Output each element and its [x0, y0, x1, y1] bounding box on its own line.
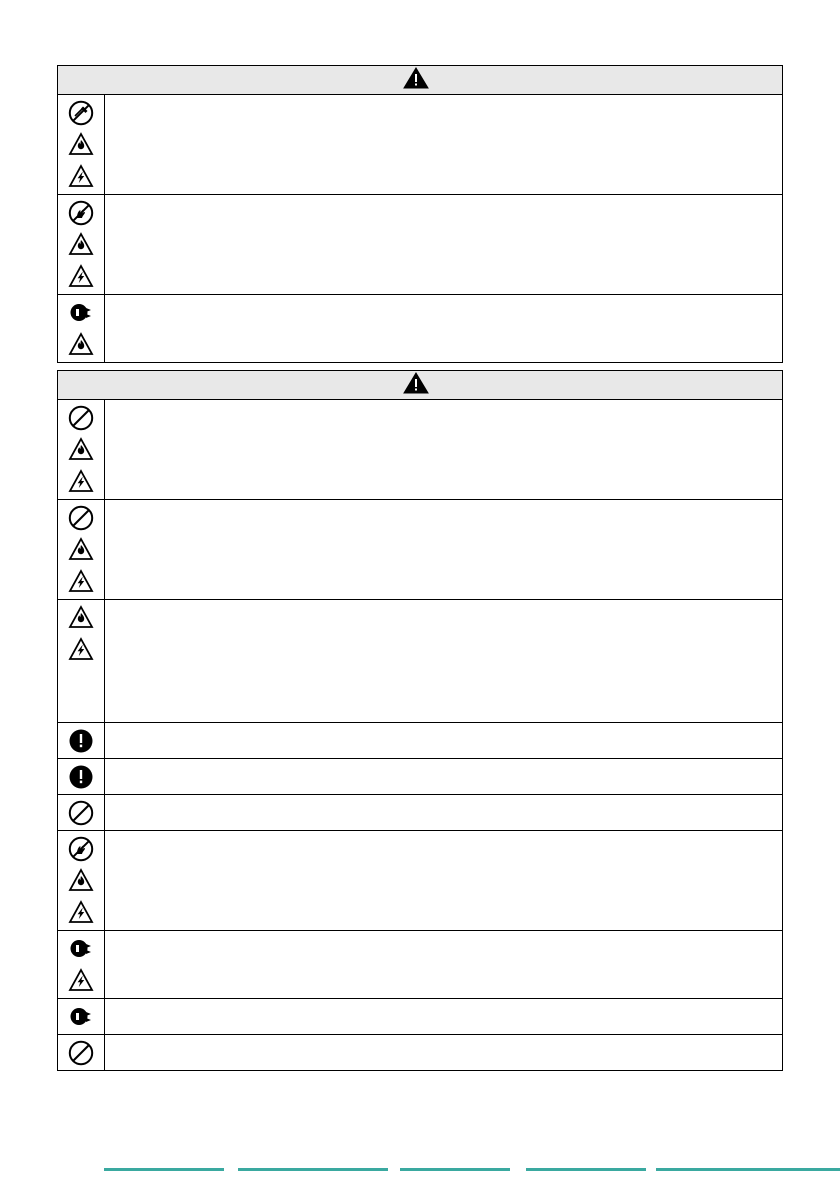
table-row	[58, 1035, 783, 1071]
row-text-cell	[105, 1035, 783, 1071]
row-text-cell	[105, 195, 783, 295]
footer-rule-segment	[104, 1168, 224, 1171]
table-row	[58, 500, 783, 600]
table-row	[58, 831, 783, 931]
row-text-cell	[105, 831, 783, 931]
row-text-cell	[105, 795, 783, 831]
row-icon-cell	[58, 1035, 105, 1071]
row-icon-cell	[58, 759, 105, 795]
table-row	[58, 195, 783, 295]
footer-rule-segment	[656, 1168, 840, 1171]
table-row	[58, 400, 783, 500]
table-row	[58, 95, 783, 195]
fire-hazard-warning-icon	[68, 605, 94, 631]
fire-hazard-warning-icon	[68, 437, 94, 463]
electric-shock-warning-icon	[68, 469, 94, 495]
table-row	[58, 759, 783, 795]
prohibition-icon	[68, 405, 94, 431]
mandatory-action-icon	[68, 764, 94, 790]
table-row	[58, 295, 783, 363]
row-text-cell	[105, 723, 783, 759]
table-row	[58, 999, 783, 1035]
table-row	[58, 795, 783, 831]
fire-hazard-warning-icon	[68, 232, 94, 258]
table-row	[58, 931, 783, 999]
no-wet-hands-icon	[68, 836, 94, 862]
row-text-cell	[105, 931, 783, 999]
row-text-cell	[105, 95, 783, 195]
fire-hazard-warning-icon	[68, 537, 94, 563]
electric-shock-warning-icon	[68, 900, 94, 926]
unplug-power-icon	[68, 300, 94, 326]
electric-shock-warning-icon	[68, 637, 94, 663]
table-row	[58, 723, 783, 759]
row-icon-cell	[58, 600, 105, 723]
no-disassemble-icon	[68, 100, 94, 126]
table-row	[58, 600, 783, 723]
caution-table	[57, 370, 783, 1071]
row-icon-cell	[58, 723, 105, 759]
footer-rule-segment	[400, 1168, 510, 1171]
row-icon-cell	[58, 195, 105, 295]
fire-hazard-warning-icon	[68, 332, 94, 358]
safety-tables	[57, 65, 783, 1071]
row-text-cell	[105, 759, 783, 795]
prohibition-icon	[68, 800, 94, 826]
row-icon-cell	[58, 500, 105, 600]
electric-shock-warning-icon	[68, 569, 94, 595]
row-icon-cell	[58, 295, 105, 363]
footer-rule	[0, 1168, 840, 1171]
row-text-cell	[105, 400, 783, 500]
electric-shock-warning-icon	[68, 264, 94, 290]
no-wet-hands-icon	[68, 200, 94, 226]
warning-triangle-icon	[403, 67, 429, 94]
footer-rule-segment	[238, 1168, 388, 1171]
row-icon-cell	[58, 400, 105, 500]
row-icon-cell	[58, 999, 105, 1035]
unplug-power-icon	[68, 936, 94, 962]
warning-table-header-row	[58, 66, 783, 95]
warning-table	[57, 65, 783, 363]
prohibition-icon	[68, 505, 94, 531]
row-text-cell	[105, 600, 783, 723]
warning-table-header	[58, 66, 783, 95]
electric-shock-warning-icon	[68, 164, 94, 190]
row-text-cell	[105, 500, 783, 600]
unplug-power-icon	[68, 1004, 94, 1030]
row-icon-cell	[58, 831, 105, 931]
prohibition-icon	[68, 1040, 94, 1066]
row-icon-cell	[58, 931, 105, 999]
fire-hazard-warning-icon	[68, 868, 94, 894]
footer-rule-segment	[526, 1168, 646, 1171]
row-text-cell	[105, 999, 783, 1035]
electric-shock-warning-icon	[68, 968, 94, 994]
caution-table-header	[58, 371, 783, 400]
row-text-cell	[105, 295, 783, 363]
mandatory-action-icon	[68, 728, 94, 754]
warning-triangle-icon	[403, 372, 429, 399]
row-icon-cell	[58, 795, 105, 831]
caution-table-header-row	[58, 371, 783, 400]
row-icon-cell	[58, 95, 105, 195]
fire-hazard-warning-icon	[68, 132, 94, 158]
